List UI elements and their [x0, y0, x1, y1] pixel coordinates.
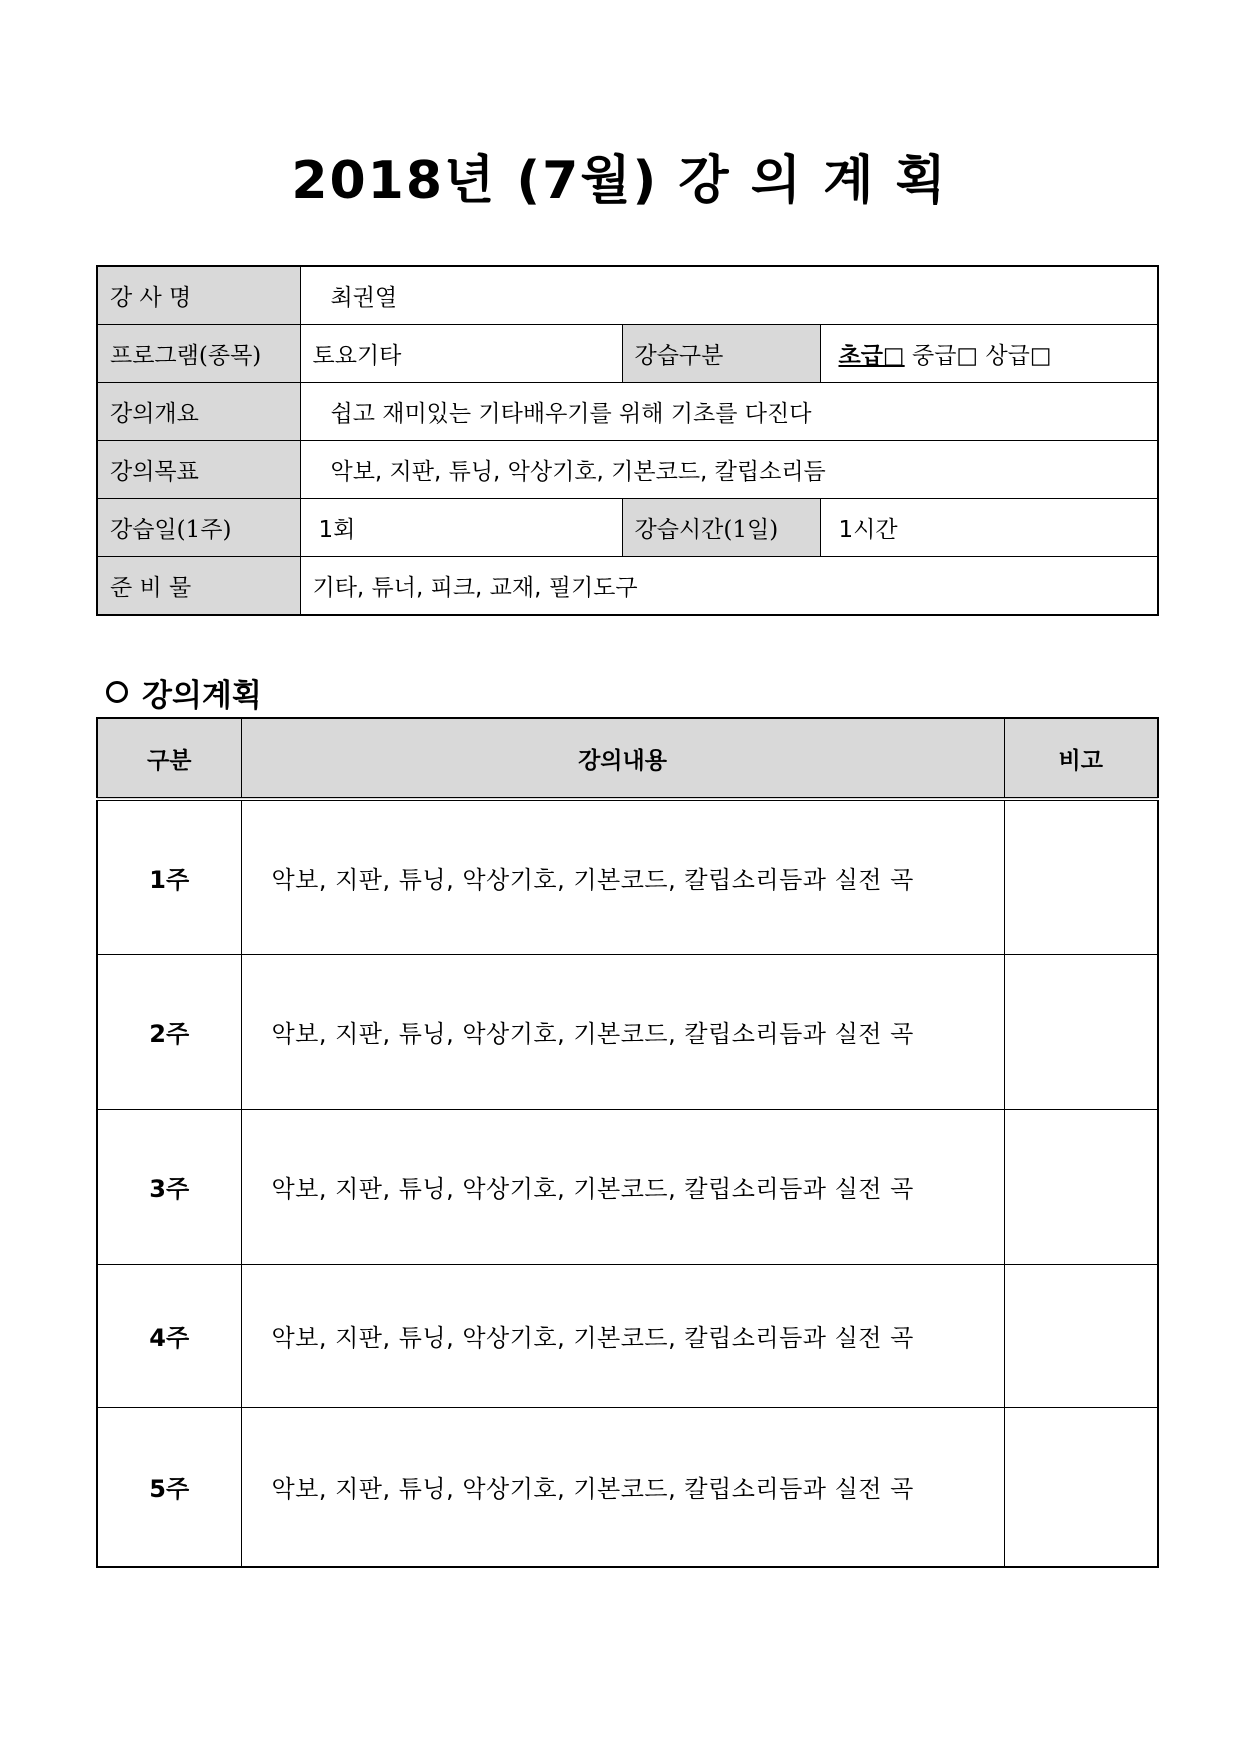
content-cell: 악보, 지판, 튜닝, 악상기호, 기본코드, 칼립소리듬과 실전 곡 [241, 1407, 1004, 1567]
content-cell: 악보, 지판, 튜닝, 악상기호, 기본코드, 칼립소리듬과 실전 곡 [241, 1109, 1004, 1264]
note-cell [1004, 799, 1158, 954]
schedule-row [97, 499, 1158, 557]
header-note: 비고 [1004, 718, 1158, 799]
note-cell [1004, 1407, 1158, 1567]
note-cell [1004, 1264, 1158, 1407]
header-content: 강의내용 [241, 718, 1004, 799]
section-title [106, 670, 262, 715]
program-row [97, 325, 1158, 383]
week-cell: 5주 [97, 1407, 241, 1567]
table-row [97, 1264, 1158, 1407]
materials-value: 기타, 튜너, 피크, 교재, 필기도구 [300, 557, 1158, 616]
header-division: 구분 [97, 718, 241, 799]
level-others: 중급□ 상급□ [904, 343, 1052, 369]
instructor-value: 최권열 [300, 266, 1158, 325]
level-value [820, 325, 1158, 383]
materials-row [97, 557, 1158, 616]
week-cell: 4주 [97, 1264, 241, 1407]
instructor-row [97, 266, 1158, 325]
content-cell: 악보, 지판, 튜닝, 악상기호, 기본코드, 칼립소리듬과 실전 곡 [241, 799, 1004, 954]
table-row [97, 1109, 1158, 1264]
level-beginner: 초급□ [838, 343, 905, 369]
table-row [97, 954, 1158, 1109]
instructor-label: 강 사 명 [97, 266, 300, 325]
week-cell: 2주 [97, 954, 241, 1109]
note-cell [1004, 954, 1158, 1109]
section-title-text: 강의계획 [142, 678, 262, 714]
program-label: 프로그램(종목) [97, 325, 300, 383]
content-cell: 악보, 지판, 튜닝, 악상기호, 기본코드, 칼립소리듬과 실전 곡 [241, 954, 1004, 1109]
plan-header-row [97, 718, 1158, 799]
days-value: 1회 [300, 499, 622, 557]
page-title: 2018년 (7월) 강 의 계 획 [291, 151, 948, 211]
content-cell: 악보, 지판, 튜닝, 악상기호, 기본코드, 칼립소리듬과 실전 곡 [241, 1264, 1004, 1407]
goal-label: 강의목표 [97, 441, 300, 499]
week-cell: 1주 [97, 799, 241, 954]
program-value: 토요기타 [300, 325, 622, 383]
days-label: 강습일(1주) [97, 499, 300, 557]
hours-label: 강습시간(1일) [622, 499, 820, 557]
week-cell: 3주 [97, 1109, 241, 1264]
goal-value: 악보, 지판, 튜닝, 악상기호, 기본코드, 칼립소리듬 [300, 441, 1158, 499]
goal-row [97, 441, 1158, 499]
level-label: 강습구분 [622, 325, 820, 383]
table-row [97, 799, 1158, 954]
circle-bullet-icon [106, 681, 128, 703]
overview-value: 쉽고 재미있는 기타배우기를 위해 기초를 다진다 [300, 383, 1158, 441]
note-cell [1004, 1109, 1158, 1264]
table-row [97, 1407, 1158, 1567]
lesson-plan-table [96, 717, 1159, 1568]
materials-label: 준 비 물 [97, 557, 300, 616]
course-info-table [96, 265, 1159, 616]
overview-label: 강의개요 [97, 383, 300, 441]
hours-value: 1시간 [820, 499, 1158, 557]
overview-row [97, 383, 1158, 441]
